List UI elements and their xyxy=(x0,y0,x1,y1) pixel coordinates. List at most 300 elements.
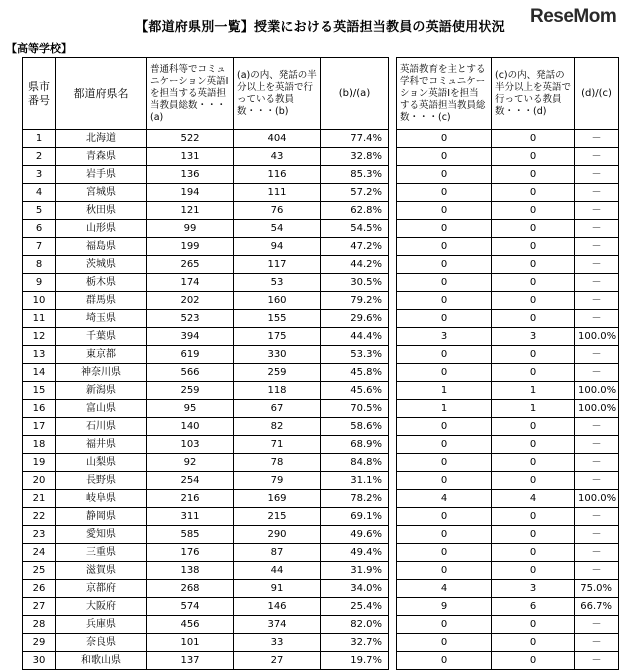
cell-d: 0 xyxy=(492,652,575,670)
header-ba: (b)/(a) xyxy=(321,58,389,130)
header-no: 県市番号 xyxy=(23,58,56,130)
cell-d: 4 xyxy=(492,490,575,508)
table-row xyxy=(23,292,619,310)
cell-b: 33 xyxy=(234,634,321,652)
cell-name: 北海道 xyxy=(56,130,147,148)
cell-no: 25 xyxy=(23,562,56,580)
cell-no: 22 xyxy=(23,508,56,526)
column-gap xyxy=(389,490,397,508)
cell-b: 43 xyxy=(234,148,321,166)
cell-name: 青森県 xyxy=(56,148,147,166)
cell-c: 0 xyxy=(397,202,492,220)
cell-a: 394 xyxy=(147,328,234,346)
cell-a: 174 xyxy=(147,274,234,292)
table-row xyxy=(23,166,619,184)
table-row xyxy=(23,130,619,148)
cell-a: 99 xyxy=(147,220,234,238)
cell-a: 92 xyxy=(147,454,234,472)
column-gap xyxy=(389,544,397,562)
cell-no: 17 xyxy=(23,418,56,436)
cell-c: 0 xyxy=(397,238,492,256)
cell-d: 0 xyxy=(492,508,575,526)
cell-b: 94 xyxy=(234,238,321,256)
cell-ba: 32.7% xyxy=(321,634,389,652)
cell-c: 0 xyxy=(397,184,492,202)
cell-no: 11 xyxy=(23,310,56,328)
cell-ba: 58.6% xyxy=(321,418,389,436)
cell-a: 131 xyxy=(147,148,234,166)
table-row xyxy=(23,526,619,544)
cell-name: 岐阜県 xyxy=(56,490,147,508)
cell-c: 0 xyxy=(397,166,492,184)
cell-no: 15 xyxy=(23,382,56,400)
cell-c: 0 xyxy=(397,616,492,634)
cell-d: 0 xyxy=(492,472,575,490)
header-c: 英語教育を主とする学科でコミュニケーション英語Ⅰを担当する英語担当教員総数・・・(c) xyxy=(397,58,492,130)
cell-ba: 77.4% xyxy=(321,130,389,148)
cell-b: 44 xyxy=(234,562,321,580)
cell-dc: － xyxy=(575,184,619,202)
cell-dc: － xyxy=(575,256,619,274)
cell-a: 194 xyxy=(147,184,234,202)
cell-c: 0 xyxy=(397,634,492,652)
column-gap xyxy=(389,184,397,202)
cell-dc: － xyxy=(575,472,619,490)
cell-ba: 70.5% xyxy=(321,400,389,418)
cell-dc: 100.0% xyxy=(575,382,619,400)
cell-name: 京都府 xyxy=(56,580,147,598)
cell-ba: 47.2% xyxy=(321,238,389,256)
cell-a: 101 xyxy=(147,634,234,652)
cell-name: 宮城県 xyxy=(56,184,147,202)
cell-dc: － xyxy=(575,616,619,634)
table-row xyxy=(23,616,619,634)
cell-b: 87 xyxy=(234,544,321,562)
cell-b: 160 xyxy=(234,292,321,310)
column-gap xyxy=(389,454,397,472)
cell-d: 0 xyxy=(492,454,575,472)
table-row xyxy=(23,310,619,328)
cell-dc: － xyxy=(575,346,619,364)
cell-no: 18 xyxy=(23,436,56,454)
cell-dc: － xyxy=(575,652,619,670)
cell-c: 0 xyxy=(397,274,492,292)
cell-dc: 100.0% xyxy=(575,490,619,508)
cell-a: 199 xyxy=(147,238,234,256)
table-row xyxy=(23,634,619,652)
cell-name: 岩手県 xyxy=(56,166,147,184)
cell-d: 0 xyxy=(492,184,575,202)
cell-ba: 25.4% xyxy=(321,598,389,616)
cell-no: 19 xyxy=(23,454,56,472)
cell-ba: 30.5% xyxy=(321,274,389,292)
cell-b: 71 xyxy=(234,436,321,454)
table-row xyxy=(23,490,619,508)
table-row xyxy=(23,472,619,490)
cell-name: 奈良県 xyxy=(56,634,147,652)
cell-c: 0 xyxy=(397,148,492,166)
cell-no: 30 xyxy=(23,652,56,670)
cell-c: 9 xyxy=(397,598,492,616)
cell-dc: － xyxy=(575,220,619,238)
cell-dc: － xyxy=(575,508,619,526)
cell-no: 5 xyxy=(23,202,56,220)
cell-b: 330 xyxy=(234,346,321,364)
cell-d: 0 xyxy=(492,130,575,148)
cell-ba: 44.2% xyxy=(321,256,389,274)
cell-name: 三重県 xyxy=(56,544,147,562)
cell-no: 24 xyxy=(23,544,56,562)
cell-c: 0 xyxy=(397,256,492,274)
cell-c: 0 xyxy=(397,292,492,310)
cell-b: 116 xyxy=(234,166,321,184)
cell-dc: － xyxy=(575,562,619,580)
cell-c: 0 xyxy=(397,454,492,472)
table-row xyxy=(23,274,619,292)
header-dc: (d)/(c) xyxy=(575,58,619,130)
column-gap xyxy=(389,148,397,166)
cell-d: 0 xyxy=(492,436,575,454)
cell-dc: － xyxy=(575,202,619,220)
cell-name: 山形県 xyxy=(56,220,147,238)
cell-c: 0 xyxy=(397,526,492,544)
cell-dc: － xyxy=(575,238,619,256)
cell-ba: 34.0% xyxy=(321,580,389,598)
cell-name: 新潟県 xyxy=(56,382,147,400)
cell-a: 137 xyxy=(147,652,234,670)
cell-no: 13 xyxy=(23,346,56,364)
cell-d: 0 xyxy=(492,148,575,166)
cell-no: 26 xyxy=(23,580,56,598)
cell-no: 3 xyxy=(23,166,56,184)
cell-b: 78 xyxy=(234,454,321,472)
cell-b: 79 xyxy=(234,472,321,490)
cell-ba: 68.9% xyxy=(321,436,389,454)
table-row xyxy=(23,652,619,670)
header-d: (c)の内、発話の半分以上を英語で行っている教員数・・・(d) xyxy=(492,58,575,130)
cell-name: 愛知県 xyxy=(56,526,147,544)
cell-b: 76 xyxy=(234,202,321,220)
table-body xyxy=(23,130,619,670)
cell-ba: 44.4% xyxy=(321,328,389,346)
cell-ba: 49.4% xyxy=(321,544,389,562)
cell-name: 福島県 xyxy=(56,238,147,256)
cell-name: 群馬県 xyxy=(56,292,147,310)
cell-ba: 69.1% xyxy=(321,508,389,526)
english-usage-table xyxy=(22,57,619,670)
cell-ba: 62.8% xyxy=(321,202,389,220)
cell-name: 長野県 xyxy=(56,472,147,490)
table-row xyxy=(23,436,619,454)
cell-a: 456 xyxy=(147,616,234,634)
cell-name: 富山県 xyxy=(56,400,147,418)
column-gap xyxy=(389,616,397,634)
table-header-row xyxy=(23,58,619,130)
table-row xyxy=(23,418,619,436)
document-title: 【都道府県別一覧】授業における英語担当教員の英語使用状況 xyxy=(135,20,505,35)
cell-c: 0 xyxy=(397,544,492,562)
cell-name: 静岡県 xyxy=(56,508,147,526)
cell-a: 138 xyxy=(147,562,234,580)
cell-a: 140 xyxy=(147,418,234,436)
cell-no: 14 xyxy=(23,364,56,382)
column-gap xyxy=(389,598,397,616)
cell-d: 0 xyxy=(492,634,575,652)
cell-a: 176 xyxy=(147,544,234,562)
column-gap xyxy=(389,256,397,274)
cell-name: 埼玉県 xyxy=(56,310,147,328)
cell-dc: － xyxy=(575,544,619,562)
cell-d: 0 xyxy=(492,256,575,274)
column-gap xyxy=(389,436,397,454)
cell-dc: － xyxy=(575,310,619,328)
column-gap xyxy=(389,220,397,238)
section-label: 【高等学校】 xyxy=(6,42,72,55)
cell-dc: － xyxy=(575,166,619,184)
cell-no: 21 xyxy=(23,490,56,508)
cell-d: 3 xyxy=(492,328,575,346)
column-gap xyxy=(389,130,397,148)
cell-c: 0 xyxy=(397,418,492,436)
cell-no: 29 xyxy=(23,634,56,652)
cell-dc: － xyxy=(575,364,619,382)
cell-ba: 84.8% xyxy=(321,454,389,472)
cell-no: 2 xyxy=(23,148,56,166)
table-row xyxy=(23,202,619,220)
cell-name: 兵庫県 xyxy=(56,616,147,634)
cell-a: 522 xyxy=(147,130,234,148)
resemom-logo xyxy=(530,6,634,34)
header-b: (a)の内、発話の半分以上を英語で行っている教員数・・・(b) xyxy=(234,58,321,130)
cell-name: 神奈川県 xyxy=(56,364,147,382)
table-row xyxy=(23,220,619,238)
cell-a: 619 xyxy=(147,346,234,364)
column-gap xyxy=(389,562,397,580)
cell-no: 12 xyxy=(23,328,56,346)
cell-b: 67 xyxy=(234,400,321,418)
cell-a: 103 xyxy=(147,436,234,454)
cell-c: 0 xyxy=(397,652,492,670)
cell-d: 1 xyxy=(492,382,575,400)
cell-ba: 57.2% xyxy=(321,184,389,202)
cell-name: 大阪府 xyxy=(56,598,147,616)
cell-b: 259 xyxy=(234,364,321,382)
cell-name: 和歌山県 xyxy=(56,652,147,670)
cell-c: 0 xyxy=(397,436,492,454)
table-row xyxy=(23,562,619,580)
table-row xyxy=(23,580,619,598)
cell-ba: 49.6% xyxy=(321,526,389,544)
table-row xyxy=(23,238,619,256)
cell-dc: － xyxy=(575,634,619,652)
cell-ba: 53.3% xyxy=(321,346,389,364)
cell-a: 585 xyxy=(147,526,234,544)
cell-d: 0 xyxy=(492,364,575,382)
logo-text-rese: Rese xyxy=(530,6,574,27)
cell-ba: 45.8% xyxy=(321,364,389,382)
cell-dc: － xyxy=(575,526,619,544)
cell-ba: 82.0% xyxy=(321,616,389,634)
table-row xyxy=(23,364,619,382)
cell-ba: 85.3% xyxy=(321,166,389,184)
cell-d: 0 xyxy=(492,562,575,580)
column-gap xyxy=(389,634,397,652)
table-row xyxy=(23,598,619,616)
table-row xyxy=(23,400,619,418)
cell-a: 254 xyxy=(147,472,234,490)
cell-a: 268 xyxy=(147,580,234,598)
cell-d: 0 xyxy=(492,292,575,310)
cell-ba: 31.1% xyxy=(321,472,389,490)
cell-c: 0 xyxy=(397,562,492,580)
table-row xyxy=(23,184,619,202)
cell-c: 0 xyxy=(397,472,492,490)
cell-dc: 66.7% xyxy=(575,598,619,616)
table-row xyxy=(23,508,619,526)
cell-c: 0 xyxy=(397,364,492,382)
cell-c: 3 xyxy=(397,328,492,346)
cell-dc: － xyxy=(575,148,619,166)
cell-name: 滋賀県 xyxy=(56,562,147,580)
cell-name: 東京都 xyxy=(56,346,147,364)
column-gap xyxy=(389,526,397,544)
cell-b: 91 xyxy=(234,580,321,598)
cell-ba: 45.6% xyxy=(321,382,389,400)
cell-dc: － xyxy=(575,274,619,292)
cell-d: 0 xyxy=(492,310,575,328)
cell-b: 290 xyxy=(234,526,321,544)
column-gap xyxy=(389,364,397,382)
cell-ba: 32.8% xyxy=(321,148,389,166)
cell-d: 0 xyxy=(492,220,575,238)
table-row xyxy=(23,148,619,166)
cell-b: 169 xyxy=(234,490,321,508)
cell-b: 146 xyxy=(234,598,321,616)
cell-c: 0 xyxy=(397,220,492,238)
cell-name: 栃木県 xyxy=(56,274,147,292)
cell-d: 0 xyxy=(492,166,575,184)
cell-d: 1 xyxy=(492,400,575,418)
cell-no: 1 xyxy=(23,130,56,148)
logo-text-mom: Mom xyxy=(573,6,617,27)
cell-c: 4 xyxy=(397,580,492,598)
column-gap xyxy=(389,292,397,310)
cell-no: 9 xyxy=(23,274,56,292)
column-gap xyxy=(389,346,397,364)
cell-d: 0 xyxy=(492,202,575,220)
table-row xyxy=(23,328,619,346)
cell-name: 山梨県 xyxy=(56,454,147,472)
cell-a: 136 xyxy=(147,166,234,184)
column-gap xyxy=(389,508,397,526)
cell-ba: 19.7% xyxy=(321,652,389,670)
cell-no: 8 xyxy=(23,256,56,274)
cell-name: 石川県 xyxy=(56,418,147,436)
cell-no: 4 xyxy=(23,184,56,202)
column-gap xyxy=(389,652,397,670)
cell-a: 566 xyxy=(147,364,234,382)
column-gap xyxy=(389,202,397,220)
cell-d: 0 xyxy=(492,238,575,256)
cell-b: 53 xyxy=(234,274,321,292)
cell-d: 0 xyxy=(492,418,575,436)
cell-dc: － xyxy=(575,436,619,454)
column-gap xyxy=(389,274,397,292)
cell-b: 215 xyxy=(234,508,321,526)
cell-b: 54 xyxy=(234,220,321,238)
cell-no: 28 xyxy=(23,616,56,634)
cell-a: 574 xyxy=(147,598,234,616)
cell-d: 3 xyxy=(492,580,575,598)
cell-no: 10 xyxy=(23,292,56,310)
cell-b: 117 xyxy=(234,256,321,274)
cell-no: 23 xyxy=(23,526,56,544)
cell-d: 0 xyxy=(492,346,575,364)
cell-a: 265 xyxy=(147,256,234,274)
cell-d: 0 xyxy=(492,274,575,292)
table-row xyxy=(23,346,619,364)
cell-a: 523 xyxy=(147,310,234,328)
cell-c: 0 xyxy=(397,310,492,328)
cell-b: 175 xyxy=(234,328,321,346)
cell-name: 茨城県 xyxy=(56,256,147,274)
cell-ba: 31.9% xyxy=(321,562,389,580)
cell-d: 0 xyxy=(492,544,575,562)
cell-ba: 78.2% xyxy=(321,490,389,508)
cell-a: 121 xyxy=(147,202,234,220)
cell-dc: 100.0% xyxy=(575,400,619,418)
cell-b: 111 xyxy=(234,184,321,202)
cell-c: 0 xyxy=(397,346,492,364)
cell-name: 千葉県 xyxy=(56,328,147,346)
cell-no: 20 xyxy=(23,472,56,490)
cell-b: 82 xyxy=(234,418,321,436)
cell-b: 118 xyxy=(234,382,321,400)
cell-dc: － xyxy=(575,454,619,472)
column-gap xyxy=(389,418,397,436)
table-row xyxy=(23,544,619,562)
cell-a: 202 xyxy=(147,292,234,310)
table-row xyxy=(23,454,619,472)
cell-name: 秋田県 xyxy=(56,202,147,220)
cell-b: 404 xyxy=(234,130,321,148)
header-a: 普通科等でコミュニケーション英語Ⅰを担当する英語担当教員総数・・・(a) xyxy=(147,58,234,130)
table-row xyxy=(23,256,619,274)
column-gap xyxy=(389,166,397,184)
cell-dc: 100.0% xyxy=(575,328,619,346)
cell-b: 155 xyxy=(234,310,321,328)
cell-d: 6 xyxy=(492,598,575,616)
cell-no: 7 xyxy=(23,238,56,256)
cell-d: 0 xyxy=(492,616,575,634)
cell-c: 0 xyxy=(397,508,492,526)
cell-b: 374 xyxy=(234,616,321,634)
column-gap xyxy=(389,238,397,256)
cell-a: 259 xyxy=(147,382,234,400)
column-gap xyxy=(389,580,397,598)
cell-c: 1 xyxy=(397,382,492,400)
table-row xyxy=(23,382,619,400)
column-gap xyxy=(389,58,397,130)
cell-ba: 54.5% xyxy=(321,220,389,238)
cell-c: 4 xyxy=(397,490,492,508)
column-gap xyxy=(389,472,397,490)
cell-c: 1 xyxy=(397,400,492,418)
column-gap xyxy=(389,382,397,400)
cell-no: 16 xyxy=(23,400,56,418)
cell-dc: － xyxy=(575,418,619,436)
cell-c: 0 xyxy=(397,130,492,148)
